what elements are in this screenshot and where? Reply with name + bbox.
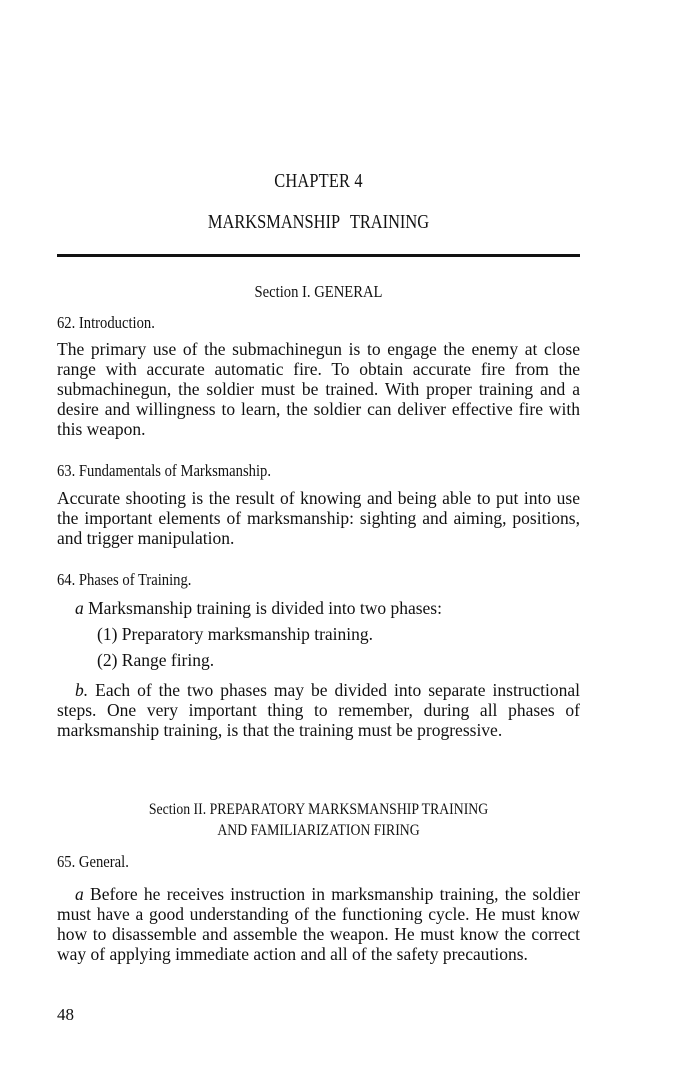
- paragraph-64-a: [57, 598, 580, 618]
- page-number: 48: [57, 1005, 74, 1024]
- paragraph-63-text: Accurate shooting is the result of knowing and being able to put into use the important elements of marksmanship: sighting and aiming, positions, and trigger manipulation.: [57, 488, 580, 548]
- item-65a-text: Before he receives instruction in marksmanship training, the soldier must have a good understanding of the functioning cycle. He must know how to disassemble and assemble the weapon. He must know the correct way of applying immediate action and all of the safety precautions.: [57, 884, 580, 964]
- paragraph-62-heading: 62. Introduction.: [57, 313, 155, 332]
- paragraph-64-b: [57, 680, 580, 740]
- document-page: [57, 0, 580, 1082]
- item-b-label: b.: [75, 680, 89, 700]
- item-a-text: Marksmanship training is divided into two phases:: [88, 598, 442, 618]
- item-65a-label: a: [75, 884, 84, 904]
- list-item-2: (2) Range firing.: [97, 650, 215, 670]
- chapter-number: CHAPTER 4: [274, 170, 363, 192]
- paragraph-62-text: The primary use of the submachinegun is to engage the enemy at close range with accurate automatic fire. To obtain accurate fire from the submachinegun, the soldier must be trained. With proper training and a desire and willingness to learn, the soldier can deliver effective fire with this weapon.: [57, 339, 580, 439]
- section-1-heading: Section I. GENERAL: [254, 282, 383, 301]
- section-2-heading-line-1: Section II. PREPARATORY MARKSMANSHIP TRAINING: [148, 801, 489, 818]
- chapter-title: MARKSMANSHIP TRAINING: [207, 211, 430, 233]
- paragraph-65-a: [57, 884, 580, 964]
- section-2-heading-line-2: AND FAMILIARIZATION FIRING: [217, 822, 420, 839]
- list-item-1: (1) Preparatory marksmanship training.: [97, 624, 374, 644]
- paragraph-65-heading: 65. General.: [57, 852, 129, 871]
- section-2-heading: [94, 799, 544, 841]
- paragraph-64-heading: 64. Phases of Training.: [57, 570, 192, 589]
- item-a-label: a: [75, 598, 84, 618]
- paragraph-63-heading: 63. Fundamentals of Marksmanship.: [57, 461, 272, 480]
- item-b-text: Each of the two phases may be divided into separate instructional steps. One very important thing to remember, during all phases of marksmanship training, is that the training must be progressive.: [57, 680, 580, 740]
- chapter-divider: [57, 254, 580, 257]
